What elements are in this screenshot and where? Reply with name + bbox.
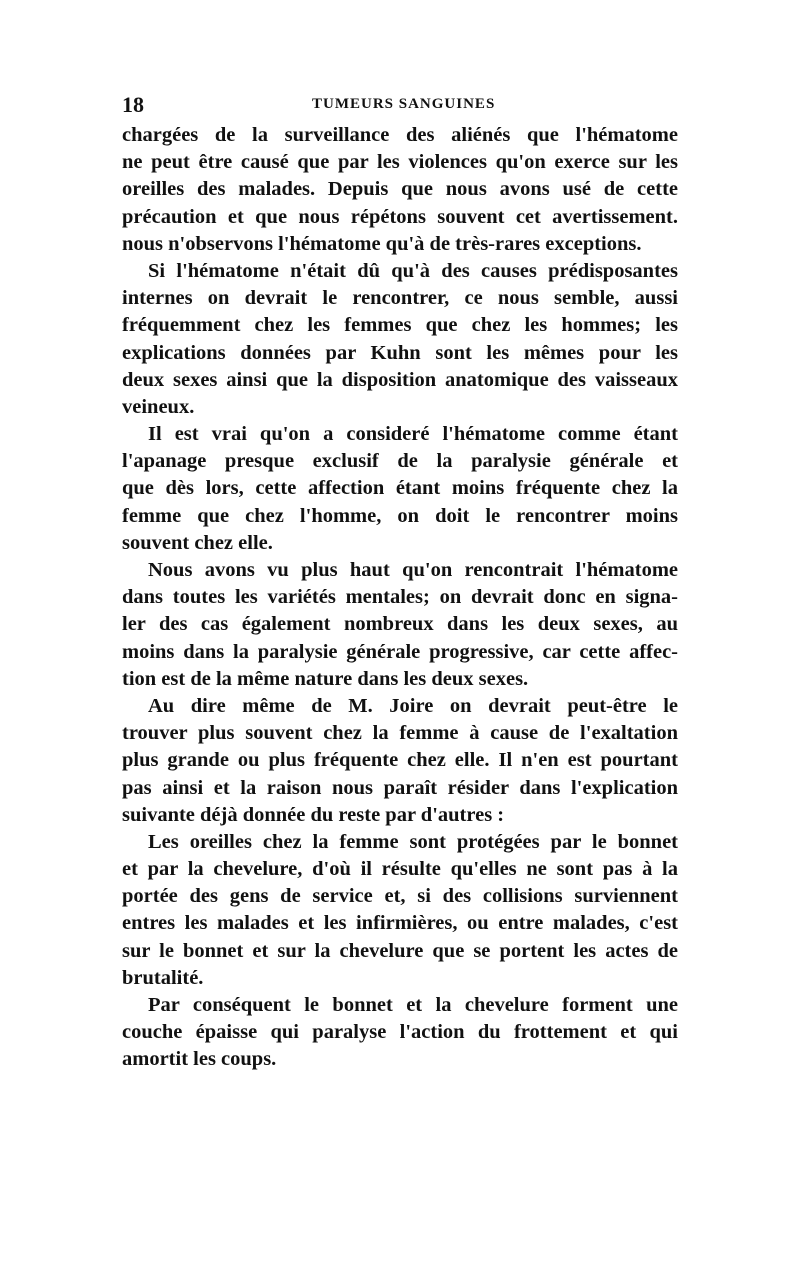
- text-line: souvent chez elle.: [122, 531, 273, 554]
- text-line: pas ainsi et la raison nous paraît résider dans l'explication: [122, 776, 678, 799]
- text-line: tion est de la même nature dans les deux sexes.: [122, 667, 529, 690]
- text-line: amortit les coups.: [122, 1048, 277, 1071]
- text-line: couche épaisse qui paralyse l'action du frottement et qui: [122, 1021, 678, 1044]
- text-line: ne peut être causé que par les violences qu'on exerce sur les: [122, 151, 678, 174]
- text-line: moins dans la paralysie générale progressive, car cette affec-: [122, 640, 678, 663]
- text-line: entres les malades et les infirmières, ou entre malades, c'est: [122, 912, 678, 935]
- text-line: veineux.: [122, 395, 195, 418]
- text-line: plus grande ou plus fréquente chez elle. Il n'en est pourtant: [122, 749, 678, 772]
- text-line: Les oreilles chez la femme sont protégées par le bonnet: [148, 830, 678, 853]
- text-line: deux sexes ainsi que la disposition anatomique des vaisseaux: [122, 368, 678, 391]
- text-line: nous n'observons l'hématome qu'à de très-rares exceptions.: [122, 232, 642, 255]
- text-line: Au dire même de M. Joire on devrait peut-être le: [148, 694, 678, 717]
- text-line: et par la chevelure, d'où il résulte qu'elles ne sont pas à la: [122, 858, 678, 881]
- text-line: brutalité.: [122, 966, 204, 989]
- text-line: que dès lors, cette affection étant moins fréquente chez la: [122, 477, 678, 500]
- text-line: internes on devrait le rencontrer, ce nous semble, aussi: [122, 287, 678, 310]
- page-header: [122, 92, 678, 120]
- text-line: trouver plus souvent chez la femme à cause de l'exaltation: [122, 722, 678, 745]
- text-line: oreilles des malades. Depuis que nous avons usé de cette: [122, 178, 678, 201]
- text-line: précaution et que nous répétons souvent cet avertissement.: [122, 205, 678, 228]
- text-line: fréquemment chez les femmes que chez les hommes; les: [122, 314, 678, 337]
- text-line: sur le bonnet et sur la chevelure que se portent les actes de: [122, 939, 678, 962]
- text-line: Par conséquent le bonnet et la chevelure forment une: [148, 994, 678, 1016]
- text-line: l'apanage presque exclusif de la paralysie générale et: [122, 450, 678, 473]
- text-line: suivante déjà donnée du reste par d'autres :: [122, 803, 505, 826]
- text-line: dans toutes les variétés mentales; on devrait donc en signa-: [122, 586, 678, 609]
- text-line: Nous avons vu plus haut qu'on rencontrait l'hématome: [148, 559, 678, 581]
- text-line: explications données par Kuhn sont les mêmes pour les: [122, 341, 678, 364]
- running-head: TUMEURS SANGUINES: [312, 96, 496, 112]
- text-line: Si l'hématome n'était dû qu'à des causes prédisposantes: [148, 259, 678, 282]
- text-line: ler des cas également nombreux dans les deux sexes, au: [122, 613, 678, 636]
- text-line: chargées de la surveillance des aliénés que l'hématome: [122, 124, 678, 146]
- text-line: Il est vrai qu'on a consideré l'hématome comme étant: [148, 423, 678, 446]
- text-line: femme que chez l'homme, on doit le rencontrer moins: [122, 504, 678, 527]
- text-line: portée des gens de service et, si des collisions surviennent: [122, 885, 678, 908]
- body-text: [122, 122, 678, 1074]
- page-number: 18: [122, 92, 144, 117]
